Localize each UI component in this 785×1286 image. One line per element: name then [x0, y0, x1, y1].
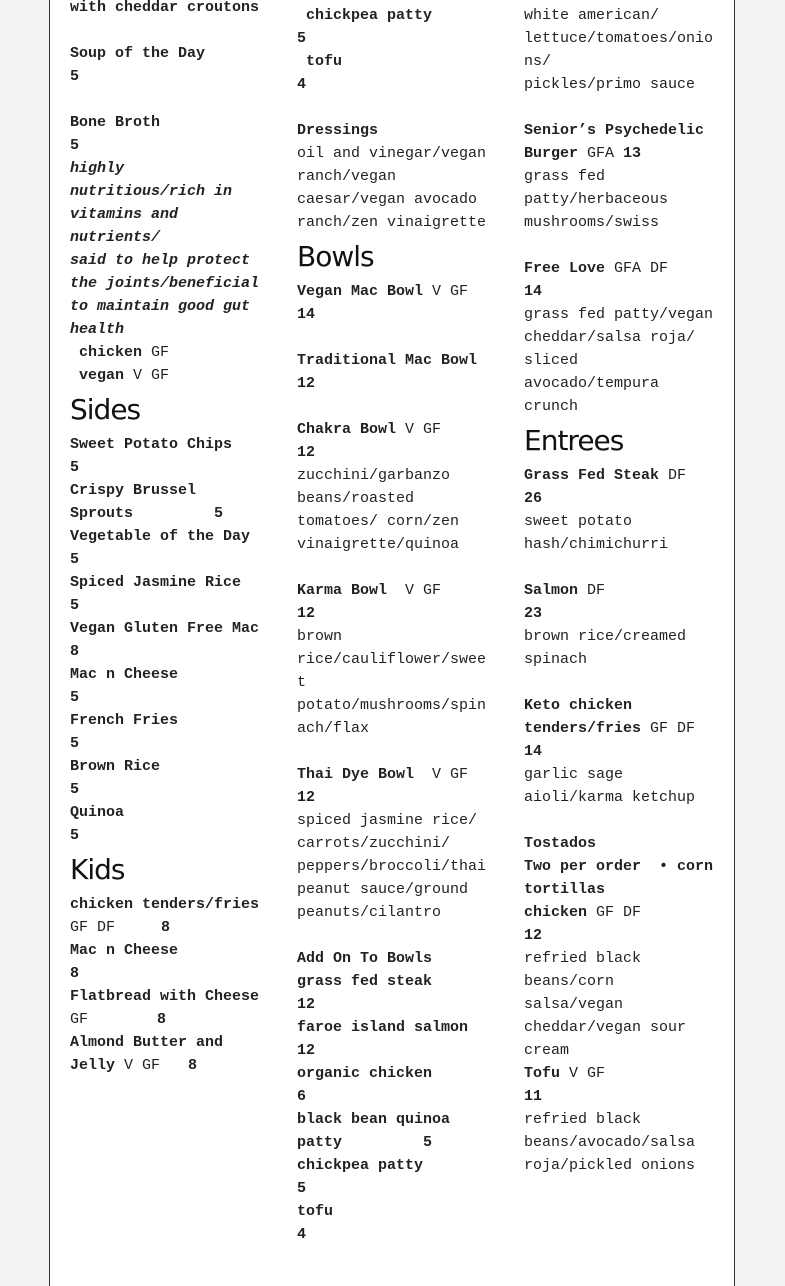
item-description-line: zucchini/garbanzo	[297, 467, 451, 484]
price: 14	[297, 306, 316, 323]
bowl-item	[297, 280, 497, 303]
menu-text-line: with cheddar croutons	[70, 0, 260, 16]
dietary-tags: DF	[578, 582, 606, 599]
menu-item-name: Senior’s Psychedelic	[524, 122, 705, 139]
item-description-line: peanuts/cilantro	[297, 904, 442, 921]
addon-line: 12	[297, 996, 316, 1013]
addon-line: 12	[297, 1042, 316, 1059]
burger-description	[524, 4, 724, 96]
dietary-tags: V GF	[560, 1065, 606, 1082]
item-description-line: crunch	[524, 398, 579, 415]
menu-item-name: Chakra Bowl	[297, 421, 397, 438]
side-item-line: Sweet Potato Chips	[70, 436, 233, 453]
addon-line: tofu	[297, 1203, 334, 1220]
item-description-line: brown	[297, 628, 343, 645]
item-description-line: peppers/broccoli/thai	[297, 858, 487, 875]
addon-line: organic chicken	[297, 1065, 433, 1082]
dressing-line: ranch/zen vinaigrette	[297, 214, 487, 231]
item-description-line: grass fed	[524, 168, 606, 185]
menu-item-name: vegan	[70, 367, 125, 384]
item-description-line: cheddar/vegan sour	[524, 1019, 687, 1036]
addon-line: chickpea patty	[297, 1157, 424, 1174]
dietary-tags: V GF	[414, 766, 469, 783]
broth-option	[70, 341, 270, 364]
menu-item-name: Almond Butter and	[70, 1034, 224, 1051]
menu-item-name: Tofu	[524, 1065, 561, 1082]
price: 13	[623, 145, 642, 162]
menu-text-line: nutrients/	[70, 229, 161, 246]
dressing-line: oil and vinegar/vegan	[297, 145, 487, 162]
price: 12	[297, 789, 316, 806]
menu-item-line	[70, 1008, 270, 1031]
item-description-line: sweet potato	[524, 513, 633, 530]
item-description	[524, 165, 724, 234]
item-description-line: grass fed patty/vegan	[524, 306, 714, 323]
menu-text-line: 5	[70, 68, 80, 85]
dietary-tags: V GF	[396, 421, 442, 438]
price: 26	[524, 490, 543, 507]
side-item-line: Quinoa	[70, 804, 125, 821]
addon-line: 5	[297, 1180, 307, 1197]
item-description-line: peanut sauce/ground	[297, 881, 469, 898]
price: 12	[524, 927, 543, 944]
sides-list	[70, 433, 270, 847]
item-description	[524, 303, 724, 418]
broth-option	[70, 364, 270, 387]
dietary-tags: V GF	[387, 582, 442, 599]
item-description-line: patty/herbaceous	[524, 191, 669, 208]
price: 8	[70, 965, 80, 982]
bowl-item	[297, 763, 497, 786]
addon-line: 6	[297, 1088, 307, 1105]
menu-item-name: Vegan Mac Bowl	[297, 283, 424, 300]
dietary-tags: GF DF	[70, 919, 116, 936]
item-description	[524, 1108, 724, 1177]
side-item-line: 8	[70, 643, 80, 660]
item-description-line: ach/flax	[297, 720, 370, 737]
price: 5	[297, 30, 307, 47]
menu-text-line: vitamins and	[70, 206, 179, 223]
menu-item-name: Burger	[524, 145, 579, 162]
menu-item-name: Salmon	[524, 582, 579, 599]
dressing-line: caesar/vegan avocado	[297, 191, 478, 208]
menu-page	[49, 0, 735, 1286]
side-item-line: Brown Rice	[70, 758, 161, 775]
menu-item-line	[70, 1054, 270, 1077]
addon-line: grass fed steak	[297, 973, 433, 990]
dietary-tags: GFA DF	[605, 260, 669, 277]
price: 14	[524, 743, 543, 760]
dietary-tags: V GF	[124, 367, 170, 384]
item-description	[524, 625, 724, 671]
menu-item-name: Flatbread with Cheese	[70, 988, 260, 1005]
item-description-line: aioli/karma ketchup	[524, 789, 696, 806]
side-item-line: 5	[70, 735, 80, 752]
menu-item-name: chicken	[524, 904, 588, 921]
menu-item-name: Jelly	[70, 1057, 116, 1074]
menu-item-name: Keto chicken	[524, 697, 633, 714]
item-description	[524, 947, 724, 1062]
item-description-line: garlic sage	[524, 766, 624, 783]
side-item-line: Crispy Brussel	[70, 482, 197, 499]
bowls-heading: Bowls	[297, 240, 374, 273]
item-description-line: t	[297, 674, 307, 691]
price: 12	[297, 605, 316, 622]
kids-heading: Kids	[70, 853, 125, 886]
menu-item-line	[70, 916, 270, 939]
price: 12	[297, 375, 316, 392]
bowl-item	[297, 349, 497, 372]
menu-item-name: chicken tenders/fries	[70, 896, 260, 913]
dietary-tags: GF DF	[587, 904, 642, 921]
price: 12	[297, 444, 316, 461]
menu-item-name: Karma Bowl	[297, 582, 388, 599]
dietary-tags: GF DF	[641, 720, 696, 737]
menu-item-name: Mac n Cheese	[70, 942, 179, 959]
price: 8	[157, 1011, 167, 1028]
item-description-line: lettuce/tomatoes/onio	[524, 30, 714, 47]
item-description-line: avocado/tempura	[524, 375, 660, 392]
side-item-line: Mac n Cheese	[70, 666, 179, 683]
item-description	[524, 763, 724, 809]
menu-text-line: Soup of the Day	[70, 45, 206, 62]
menu-column-3	[524, 4, 724, 1177]
addon-line: patty 5	[297, 1134, 433, 1151]
menu-text-line: the joints/beneficial	[70, 275, 260, 292]
bowl-item	[297, 579, 497, 602]
side-item-line: 5	[70, 781, 80, 798]
menu-item-line	[524, 464, 724, 487]
side-item-line: French Fries	[70, 712, 179, 729]
item-description-line: ns/	[524, 53, 552, 70]
item-description-line: sliced	[524, 352, 579, 369]
menu-item-line	[524, 257, 724, 280]
item-description-line: white american/	[524, 7, 660, 24]
item-description	[524, 510, 724, 556]
dressings-list	[297, 142, 497, 234]
dressing-line: ranch/vegan	[297, 168, 397, 185]
menu-text-line: health	[70, 321, 125, 338]
item-description-line: cream	[524, 1042, 570, 1059]
item-description-line: beans/roasted	[297, 490, 415, 507]
side-item-line: Vegetable of the Day	[70, 528, 251, 545]
sides-heading: Sides	[70, 393, 141, 426]
item-description-line: potato/mushrooms/spin	[297, 697, 487, 714]
side-item-line: 5	[70, 551, 80, 568]
item-description-line: spinach	[524, 651, 588, 668]
addons-title: Add On To Bowls	[297, 950, 433, 967]
tostados-note: Two per order • corn	[524, 858, 714, 875]
dietary-tags: GFA	[578, 145, 624, 162]
broth-options	[70, 341, 270, 387]
item-description-line: spiced jasmine rice/	[297, 812, 478, 829]
item-description-line: mushrooms/swiss	[524, 214, 660, 231]
side-item-line: Spiced Jasmine Rice	[70, 574, 242, 591]
price: 11	[524, 1088, 543, 1105]
menu-text-line: said to help protect	[70, 252, 251, 269]
entrees-heading: Entrees	[524, 424, 624, 457]
item-description-line: cheddar/salsa roja/	[524, 329, 696, 346]
item-description-line: roja/pickled onions	[524, 1157, 696, 1174]
dietary-tags: V GF	[423, 283, 469, 300]
item-description-line: refried black	[524, 1111, 642, 1128]
tostados-title: Tostados	[524, 835, 597, 852]
side-item-line: Sprouts 5	[70, 505, 224, 522]
menu-item-name: Thai Dye Bowl	[297, 766, 415, 783]
side-item-line: 5	[70, 827, 80, 844]
menu-item-name: Free Love	[524, 260, 606, 277]
addon-line: black bean quinoa	[297, 1111, 451, 1128]
item-description-line: beans/corn	[524, 973, 615, 990]
addons-list	[297, 970, 497, 1246]
price: 23	[524, 605, 543, 622]
dietary-tags: GF	[70, 1011, 89, 1028]
menu-text-line: 5	[70, 137, 80, 154]
dietary-tags: V GF	[115, 1057, 161, 1074]
menu-item-line	[524, 1062, 724, 1085]
menu-item-line	[524, 142, 724, 165]
item-description-line: hash/chimichurri	[524, 536, 669, 553]
menu-item-line	[524, 579, 724, 602]
item-description-line: tomatoes/ corn/zen	[297, 513, 460, 530]
item-description-line: vinaigrette/quinoa	[297, 536, 460, 553]
soups-section	[70, 0, 270, 341]
item-description-line: carrots/zucchini/	[297, 835, 451, 852]
side-item-line: 5	[70, 459, 80, 476]
item-description-line: brown rice/creamed	[524, 628, 687, 645]
item-description-line: refried black	[524, 950, 642, 967]
addon-line: 4	[297, 1226, 307, 1243]
item-description-line: pickles/primo sauce	[524, 76, 696, 93]
addon-item: chickpea patty	[297, 7, 433, 24]
price: 4	[297, 76, 307, 93]
dressings-title: Dressings	[297, 122, 379, 139]
side-item-line: 5	[70, 689, 80, 706]
dietary-tags: GF	[142, 344, 170, 361]
menu-column-2	[297, 0, 497, 1246]
menu-text-line: to maintain good gut	[70, 298, 251, 315]
menu-item-name: Traditional Mac Bowl	[297, 352, 478, 369]
menu-item-name: tenders/fries	[524, 720, 642, 737]
addon-line: faroe island salmon	[297, 1019, 469, 1036]
menu-item-line	[524, 901, 724, 924]
item-description-line: beans/avocado/salsa	[524, 1134, 696, 1151]
price: 8	[161, 919, 171, 936]
kids-list	[70, 893, 270, 1077]
menu-item-name: Grass Fed Steak	[524, 467, 660, 484]
menu-text-line: Bone Broth	[70, 114, 161, 131]
item-description-line: rice/cauliflower/swee	[297, 651, 487, 668]
bowl-item	[297, 418, 497, 441]
addon-item: tofu	[297, 53, 343, 70]
dietary-tags: DF	[659, 467, 687, 484]
price: 8	[188, 1057, 198, 1074]
menu-column-1	[70, 0, 270, 1077]
tostados-note: tortillas	[524, 881, 606, 898]
price: 14	[524, 283, 543, 300]
menu-item-name: chicken	[70, 344, 143, 361]
menu-text-line: highly	[70, 160, 125, 177]
side-item-line: Vegan Gluten Free Mac	[70, 620, 260, 637]
menu-item-line	[524, 717, 724, 740]
side-item-line: 5	[70, 597, 80, 614]
bowls-list	[297, 280, 497, 947]
item-description-line: salsa/vegan	[524, 996, 624, 1013]
menu-text-line: nutritious/rich in	[70, 183, 233, 200]
